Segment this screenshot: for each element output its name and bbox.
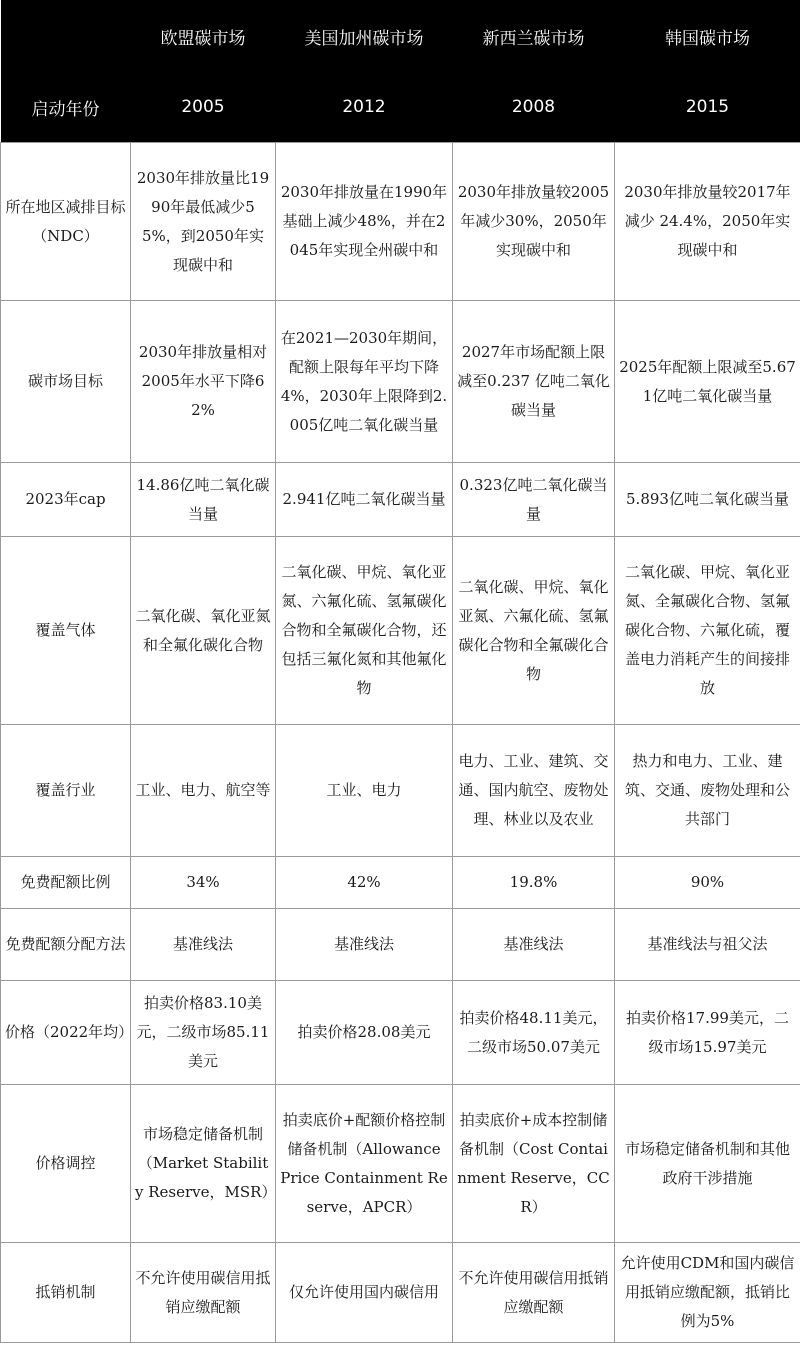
table-row [1,143,800,301]
row-label: 免费配额分配方法 [1,909,131,981]
row-label: 2023年cap [1,463,131,537]
start-year-new-zealand: 2008 [453,72,615,143]
table-cell: 2030年排放量相对2005年水平下降62% [131,301,276,463]
table-cell: 90% [615,857,800,909]
table-cell: 2025年配额上限减至5.671亿吨二氧化碳当量 [615,301,800,463]
header-market-korea: 韩国碳市场 [615,0,800,72]
table-cell: 不允许使用碳信用抵销应缴配额 [131,1243,276,1343]
row-label: 碳市场目标 [1,301,131,463]
table-cell: 仅允许使用国内碳信用 [276,1243,453,1343]
table-cell: 基准线法 [276,909,453,981]
table-cell: 拍卖底价+配额价格控制储备机制（Allowance Price Containment Reserve，APCR） [276,1085,453,1243]
table-cell: 拍卖价格17.99美元，二级市场15.97美元 [615,981,800,1085]
table-cell: 19.8% [453,857,615,909]
row-label: 所在地区减排目标（NDC） [1,143,131,301]
table-row [1,463,800,537]
row-label: 覆盖气体 [1,537,131,725]
table-cell: 不允许使用碳信用抵销应缴配额 [453,1243,615,1343]
market-name-header-row [1,0,800,72]
table-cell: 拍卖底价+成本控制储备机制（Cost Containment Reserve，CCR） [453,1085,615,1243]
start-year-california: 2012 [276,72,453,143]
table-cell: 二氧化碳、氧化亚氮和全氟化碳化合物 [131,537,276,725]
row-label: 抵销机制 [1,1243,131,1343]
table-row [1,537,800,725]
table-cell: 34% [131,857,276,909]
table-cell: 热力和电力、工业、建筑、交通、废物处理和公共部门 [615,725,800,857]
table-cell: 市场稳定储备机制（Market Stability Reserve，MSR） [131,1085,276,1243]
table-cell: 2027年市场配额上限减至0.237 亿吨二氧化碳当量 [453,301,615,463]
table-cell: 基准线法与祖父法 [615,909,800,981]
table-cell: 拍卖价格28.08美元 [276,981,453,1085]
table-cell: 2030年排放量较2017年减少 24.4%，2050年实现碳中和 [615,143,800,301]
table-cell: 在2021—2030年期间，配额上限每年平均下降4%，2030年上限降到2.005亿吨二氧化碳当量 [276,301,453,463]
table-row [1,1085,800,1243]
table-row [1,301,800,463]
table-row [1,1243,800,1343]
table-cell: 二氧化碳、甲烷、氧化亚氮、全氟碳化合物、氢氟碳化合物、六氟化硫，覆盖电力消耗产生的间接排放 [615,537,800,725]
start-year-header-row [1,72,800,143]
table-cell: 2030年排放量较2005年减少30%，2050年实现碳中和 [453,143,615,301]
table-cell: 拍卖价格48.11美元，二级市场50.07美元 [453,981,615,1085]
header-market-eu: 欧盟碳市场 [131,0,276,72]
table-cell: 工业、电力、航空等 [131,725,276,857]
row-label: 免费配额比例 [1,857,131,909]
table-cell: 基准线法 [131,909,276,981]
table-cell: 基准线法 [453,909,615,981]
table-cell: 2030年排放量在1990年基础上减少48%，并在2045年实现全州碳中和 [276,143,453,301]
table-cell: 2030年排放量比1990年最低减少55%，到2050年实现碳中和 [131,143,276,301]
table-cell: 42% [276,857,453,909]
table-cell: 2.941亿吨二氧化碳当量 [276,463,453,537]
table-cell: 允许使用CDM和国内碳信用抵销应缴配额，抵销比例为5% [615,1243,800,1343]
table-row [1,909,800,981]
table-row [1,725,800,857]
table-cell: 二氧化碳、甲烷、氧化亚氮、六氟化硫、氢氟碳化合物和全氟碳化合物，还包括三氟化氮和其他氟化物 [276,537,453,725]
start-year-label: 启动年份 [1,72,131,143]
table-row [1,981,800,1085]
table-row [1,857,800,909]
start-year-korea: 2015 [615,72,800,143]
table-cell: 拍卖价格83.10美元，二级市场85.11美元 [131,981,276,1085]
row-label: 覆盖行业 [1,725,131,857]
table-cell: 电力、工业、建筑、交通、国内航空、废物处理、林业以及农业 [453,725,615,857]
header-corner [1,0,131,72]
table-cell: 市场稳定储备机制和其他政府干涉措施 [615,1085,800,1243]
header-market-california: 美国加州碳市场 [276,0,453,72]
header-market-new-zealand: 新西兰碳市场 [453,0,615,72]
row-label: 价格（2022年均） [1,981,131,1085]
table-cell: 5.893亿吨二氧化碳当量 [615,463,800,537]
table-cell: 工业、电力 [276,725,453,857]
table-cell: 0.323亿吨二氧化碳当量 [453,463,615,537]
start-year-eu: 2005 [131,72,276,143]
table-cell: 二氧化碳、甲烷、氧化亚氮、六氟化硫、氢氟碳化合物和全氟碳化合物 [453,537,615,725]
row-label: 价格调控 [1,1085,131,1243]
table-cell: 14.86亿吨二氧化碳当量 [131,463,276,537]
